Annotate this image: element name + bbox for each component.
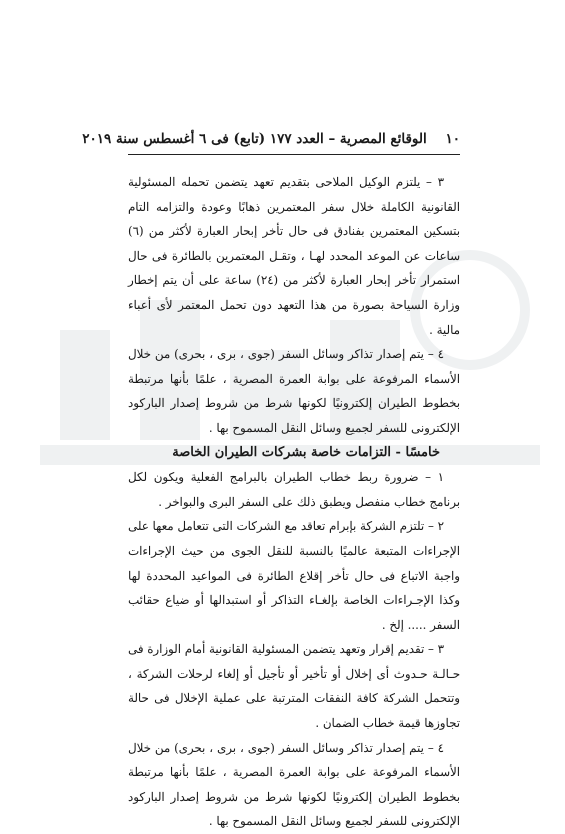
paragraph: ١ – ضرورة ربط خطاب الطيران بالبرامج الفعلية ويكون لكل برنامج خطاب منفصل ويطبق ذلك على السفر البرى والبواخر . — [128, 470, 460, 509]
document-body — [128, 170, 460, 834]
paragraph: ٣ – يلتزم الوكيل الملاحى بتقديم تعهد يتضمن تحمله المسئولية القانونية الكاملة خلال سفر المعتمرين ذهابًا وعودة والتزامه التام بتسكين المعتمرين بفنادق فى حال تأخر إبحار العبارة لأكثر من (٦) ساعات عن الموعد المحدد لهـا ، وتقـل المعتمرين بالطائرة فى حال استمرار تأخر إبحار العبارة لأكثر من (٢٤) ساعة على أن يتم إخطار وزارة السياحة بصورة من هذا التعهد دون تحمل المعتمر لأى أعباء مالية . — [128, 175, 460, 337]
page-header — [82, 131, 460, 147]
page-number: ١٠ — [445, 131, 460, 147]
paragraph: ٣ – تقديم إقرار وتعهد يتضمن المسئولية القانونية أمام الوزارة فى حـالـة حـدوث أى إخلال أو تأخير أو تأجيل أو إلغاء لرحلات الشركة ، وتتحمل الشركة كافة النفقات المترتبة على عملية الإخلال فى حالة تجاوزها قيمة خطاب الضمان . — [127, 642, 460, 731]
paragraph: ٤ – يتم إصدار تذاكر وسائل السفر (جوى ، برى ، بحرى) من خلال الأسماء المرفوعة على بوابة العمرة المصرية ، علمًا بأنها مرتبطة بخطوط الطيران إلكترونيًا لكونها شرط من شروط إصدار الباركود الإلكترونى للسفر لجميع وسائل النقل المسموح بها . — [128, 740, 460, 829]
section-heading: خامسًا - التزامات خاصة بشركات الطيران الخاصة — [172, 444, 440, 460]
header-divider — [128, 154, 460, 155]
paragraph: ٤ – يتم إصدار تذاكر وسائل السفر (جوى ، برى ، بحرى) من خلال الأسماء المرفوعة على بوابة العمرة المصرية ، علمًا بأنها مرتبطة بخطوط الطيران إلكترونيًا لكونها شرط من شروط إصدار الباركود الإلكترونى للسفر لجميع وسائل النقل المسموح بها . — [128, 347, 460, 435]
paragraph: ٢ – تلتزم الشركة بإبرام تعاقد مع الشركات التى تتعامل معها على الإجراءات المتبعة عالميًا بالنسبة للنقل الجوى من حيث الإجراءات واجبة الاتباع فى حال تأخر إقلاع الطائرة فى المواعيد المحددة لها وكذا الإجـراءات الخاصة بإلغـاء التذاكر أو استبدالها أو ضياع حقائب السفر ..... إلخ . — [128, 519, 460, 632]
gazette-title: الوقائع المصرية – العدد ١٧٧ (تابع) فى ٦ أغسطس سنة ٢٠١٩ — [82, 131, 427, 147]
